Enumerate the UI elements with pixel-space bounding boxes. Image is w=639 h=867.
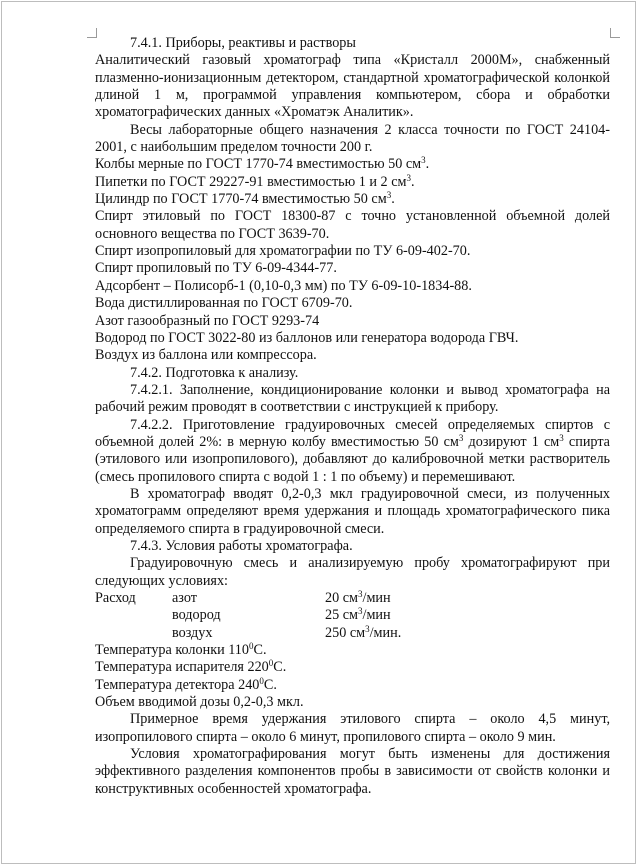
gas-name: водород bbox=[172, 607, 221, 624]
paragraph-cylinder: Цилиндр по ГОСТ 1770-74 вместимостью 50 $см^3$. bbox=[95, 190, 395, 208]
flow-label: Расход bbox=[95, 590, 136, 606]
paragraph-conditions-change: Условия хроматографирования могут быть изменены для достижения эффективного разделения компонентов пробы в зависимости от свойств колонки и конструктивных особенностей хроматографа. bbox=[95, 746, 610, 797]
gas-flow-value: 20 $см^3$/мин bbox=[325, 589, 391, 606]
paragraph-evaporator-temperature: Температура испарителя $220^0С$. bbox=[95, 658, 287, 676]
paragraph-7-4-2-2: 7.4.2.2. Приготовление градуировочных смесей определяемых спиртов с объемной долей 2%: в мерную колбу вместимостью 50 $см^3$ дозируют 1 $см^3$ спирта (этилового или изопропилового), добавляют до калибровочной метки растворитель (смесь пропилового спирта с водой 1 : 1 по объему) и перемешивают. bbox=[95, 416, 610, 485]
paragraph-ethanol: Спирт этиловый по ГОСТ 18300-87 с точно установленной объемной долей основного вещества по ГОСТ 3639-70. bbox=[95, 208, 610, 242]
paragraph-pipettes: Пипетки по ГОСТ 29227-91 вместимостью 1 и 2 $см^3$. bbox=[95, 172, 415, 190]
paragraph-7-4-2-1: 7.4.2.1. Заполнение, кондиционирование колонки и вывод хроматографа на рабочий режим проводят в соответствии с инструкцией к прибору. bbox=[95, 381, 610, 416]
paragraph-water: Вода дистиллированная по ГОСТ 6709-70. bbox=[95, 295, 353, 312]
paragraph-propanol: Спирт пропиловый по ТУ 6-09-4344-77. bbox=[95, 260, 337, 277]
paragraph-isopropanol: Спирт изопропиловый для хроматографии по ТУ 6-09-402-70. bbox=[95, 243, 471, 260]
margin-corner-mark-right bbox=[610, 28, 620, 38]
paragraph-hydrogen: Водород по ГОСТ 3022-80 из баллонов или генератора водорода ГВЧ. bbox=[95, 329, 519, 346]
paragraph-injection: В хроматограф вводят 0,2-0,3 мкл градуировочной смеси, из полученных хроматограмм определяют время удержания и площадь хроматографического пика определяемого спирта в градуировочной смеси. bbox=[95, 485, 610, 537]
paragraph-flasks: Колбы мерные по ГОСТ 1770-74 вместимостью 50 $см^3$. bbox=[95, 155, 430, 173]
paragraph-dose: Объем вводимой дозы 0,2-0,3 мкл. bbox=[95, 694, 304, 711]
document-body[interactable] bbox=[95, 35, 610, 798]
paragraph-scales: Весы лабораторные общего назначения 2 класса точности по ГОСТ 24104-2001, с наибольшим пределом точности 200 г. bbox=[95, 121, 610, 156]
paragraph-air: Воздух из баллона или компрессора. bbox=[95, 347, 317, 364]
paragraph-conditions: Градуировочную смесь и анализируемую пробу хроматографируют при следующих условиях: bbox=[95, 555, 610, 589]
section-heading-7-4-1: 7.4.1. Приборы, реактивы и растворы bbox=[130, 35, 356, 51]
section-heading-7-4-2: 7.4.2. Подготовка к анализу. bbox=[130, 364, 299, 381]
gas-flow-row bbox=[95, 625, 610, 642]
gas-flow-value: 250 $см^3$/мин. bbox=[325, 623, 402, 641]
gas-name: воздух bbox=[172, 624, 213, 641]
paragraph-adsorbent: Адсорбент – Полисорб-1 (0,10-0,3 мм) по ТУ 6-09-10-1834-88. bbox=[95, 277, 472, 294]
paragraph-column-temperature: Температура колонки $110^0С$. bbox=[95, 641, 267, 659]
paragraph-chromatograph: Аналитический газовый хроматограф типа «Кристалл 2000М», снабженный плазменно-ионизационным детектором, стандартной хроматографической колонкой длиной 1 м, программой управления компьютером, сбора и обработки хроматографических данных «Хроматэк Аналитик». bbox=[95, 52, 610, 121]
paragraph-retention-time: Примерное время удержания этилового спирта – около 4,5 минут, изопропилового спирта – около 6 минут, пропилового спирта – около 9 мин. bbox=[95, 711, 610, 745]
gas-name: азот bbox=[172, 590, 197, 606]
gas-flow-row bbox=[95, 590, 610, 607]
section-heading-7-4-3: 7.4.3. Условия работы хроматографа. bbox=[130, 537, 353, 554]
gas-flow-row bbox=[95, 607, 610, 624]
paragraph-detector-temperature: Температура детектора $240^0С$. bbox=[95, 675, 277, 693]
gas-flow-table bbox=[95, 590, 610, 642]
paragraph-nitrogen: Азот газообразный по ГОСТ 9293-74 bbox=[95, 312, 320, 329]
gas-flow-value: 25 $см^3$/мин bbox=[325, 606, 391, 624]
